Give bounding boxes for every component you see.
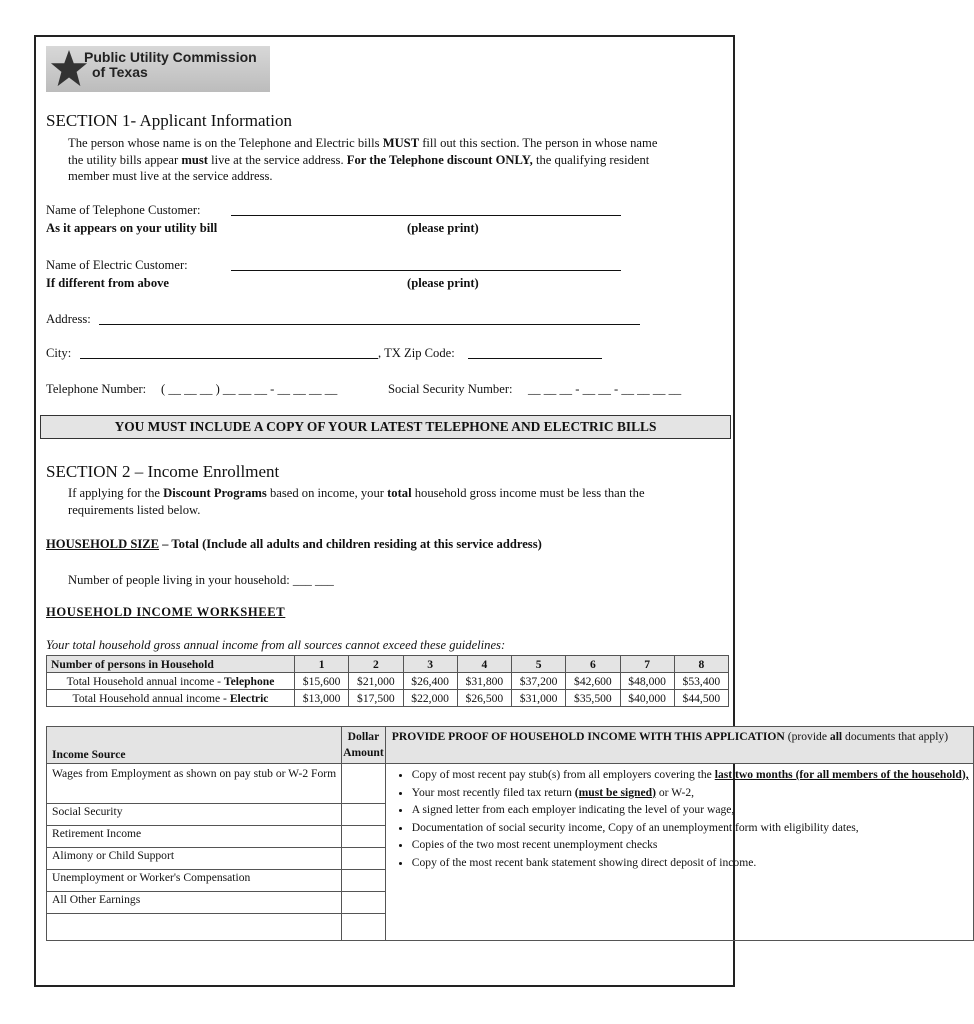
- elec-value: $40,000: [620, 690, 674, 707]
- zip-field[interactable]: [468, 358, 602, 359]
- elec-value: $35,500: [566, 690, 620, 707]
- list-item: • Your most recently filed tax return (must be signed) or W-2,: [412, 785, 969, 801]
- dollar-amount-input[interactable]: [342, 804, 386, 826]
- table-row: [47, 690, 729, 707]
- table-row: [47, 656, 729, 673]
- persons-header: Number of persons in Household: [47, 656, 295, 673]
- dollar-amount-input[interactable]: [342, 826, 386, 848]
- tel-row-label: Total Household annual income - Telephone: [47, 673, 295, 690]
- persons-cell: 6: [566, 656, 620, 673]
- household-size-heading: HOUSEHOLD SIZE – Total (Include all adults and children residing at this service address): [46, 537, 542, 551]
- tel-value: $15,600: [295, 673, 349, 690]
- source-wages: Wages from Employment as shown on pay stub or W-2 Form: [47, 764, 342, 804]
- tel-value: $42,600: [566, 673, 620, 690]
- list-item: • Documentation of social security income, Copy of an unemployment form with eligibility dates,: [412, 820, 969, 836]
- elec-customer-label: Name of Electric Customer:: [46, 258, 188, 272]
- dollar-amount-input[interactable]: [342, 848, 386, 870]
- source-social-security: Social Security: [47, 804, 342, 826]
- tel-value: $48,000: [620, 673, 674, 690]
- section1-intro: The person whose name is on the Telephone and Electric bills MUST fill out this section. The person in whose name the utility bills appear must live at the service address. For the Telephone discount ONLY, the qualifying resident member must live at the service address.: [68, 136, 658, 183]
- persons-cell: 5: [512, 656, 566, 673]
- tel-value: $21,000: [349, 673, 403, 690]
- elec-customer-field[interactable]: [231, 270, 621, 271]
- persons-cell: 8: [674, 656, 728, 673]
- elec-value: $31,000: [512, 690, 566, 707]
- proof-list: [390, 767, 969, 870]
- dollar-amount-input[interactable]: [342, 764, 386, 804]
- phone-label: Telephone Number:: [46, 382, 147, 396]
- please-print-2: (please print): [407, 276, 479, 290]
- section2-title: SECTION 2 – Income Enrollment: [46, 462, 280, 481]
- include-bills-banner: YOU MUST INCLUDE A COPY OF YOUR LATEST TELEPHONE AND ELECTRIC BILLS: [40, 415, 731, 439]
- ssn-field[interactable]: __ __ __ - __ __ - __ __ __ __: [528, 382, 682, 396]
- elec-value: $26,500: [457, 690, 511, 707]
- section1-title: SECTION 1- Applicant Information: [46, 111, 292, 130]
- worksheet-title: HOUSEHOLD INCOME WORKSHEET: [46, 605, 286, 619]
- list-item: • Copies of the two most recent unemployment checks: [412, 837, 969, 853]
- income-guideline-table: [46, 655, 729, 707]
- section2-intro: If applying for the Discount Programs based on income, your total household gross income must be less than the requirements listed below.: [68, 486, 645, 517]
- list-item: • A signed letter from each employer indicating the level of your wage,: [412, 802, 969, 818]
- tel-value: $37,200: [512, 673, 566, 690]
- dollar-amount-input[interactable]: [342, 870, 386, 892]
- city-field[interactable]: [80, 358, 378, 359]
- address-field[interactable]: [99, 324, 640, 325]
- elec-value: $22,000: [403, 690, 457, 707]
- source-retirement: Retirement Income: [47, 826, 342, 848]
- list-item: • Copy of most recent pay stub(s) from all employers covering the last two months (for all members of the household),: [412, 767, 969, 783]
- elec-value: $17,500: [349, 690, 403, 707]
- proof-header: PROVIDE PROOF OF HOUSEHOLD INCOME WITH THIS APPLICATION (provide all documents that apply): [385, 727, 973, 764]
- form-page: [34, 35, 969, 987]
- logo-text: [84, 50, 257, 80]
- please-print-1: (please print): [407, 221, 479, 235]
- source-unemployment: Unemployment or Worker's Compensation: [47, 870, 342, 892]
- tel-value: $31,800: [457, 673, 511, 690]
- persons-cell: 2: [349, 656, 403, 673]
- tel-customer-field[interactable]: [231, 215, 621, 216]
- tel-value: $26,400: [403, 673, 457, 690]
- list-item: • Copy of the most recent bank statement showing direct deposit of income.: [412, 855, 969, 871]
- persons-cell: 3: [403, 656, 457, 673]
- source-other-earnings: All Other Earnings: [47, 892, 342, 914]
- dollar-amount-input[interactable]: [342, 892, 386, 914]
- table-row: [47, 764, 974, 804]
- persons-cell: 7: [620, 656, 674, 673]
- dollar-amount-header: Dollar Amount: [342, 727, 386, 764]
- elec-row-label: Total Household annual income - Electric: [47, 690, 295, 707]
- persons-cell: 4: [457, 656, 511, 673]
- elec-value: $44,500: [674, 690, 728, 707]
- tel-value: $53,400: [674, 673, 728, 690]
- city-label: City:: [46, 346, 72, 360]
- tx-zip-label: , TX Zip Code:: [378, 346, 455, 360]
- source-blank[interactable]: [47, 914, 342, 941]
- dollar-amount-input[interactable]: [342, 914, 386, 941]
- phone-field[interactable]: ( __ __ __ ) __ __ __ - __ __ __ __: [161, 382, 338, 396]
- star-icon: [50, 48, 88, 90]
- persons-cell: 1: [295, 656, 349, 673]
- proof-list-cell: [385, 764, 973, 941]
- source-alimony: Alimony or Child Support: [47, 848, 342, 870]
- elec-value: $13,000: [295, 690, 349, 707]
- people-count-field[interactable]: Number of people living in your household: ___ ___: [68, 573, 334, 587]
- table-row: [47, 673, 729, 690]
- logo-line2: of Texas: [92, 64, 148, 80]
- logo-line1: Public Utility Commission: [84, 49, 257, 65]
- income-source-table: [46, 726, 974, 941]
- guideline-note: Your total household gross annual income from all sources cannot exceed these guidelines:: [46, 638, 506, 652]
- ssn-label: Social Security Number:: [388, 382, 513, 396]
- tel-customer-note: As it appears on your utility bill: [46, 221, 218, 235]
- table-row: [47, 727, 974, 764]
- puc-logo: [46, 46, 270, 92]
- address-label: Address:: [46, 312, 91, 326]
- elec-customer-note: If different from above: [46, 276, 169, 290]
- income-source-header: Income Source: [47, 727, 342, 764]
- tel-customer-label: Name of Telephone Customer:: [46, 203, 201, 217]
